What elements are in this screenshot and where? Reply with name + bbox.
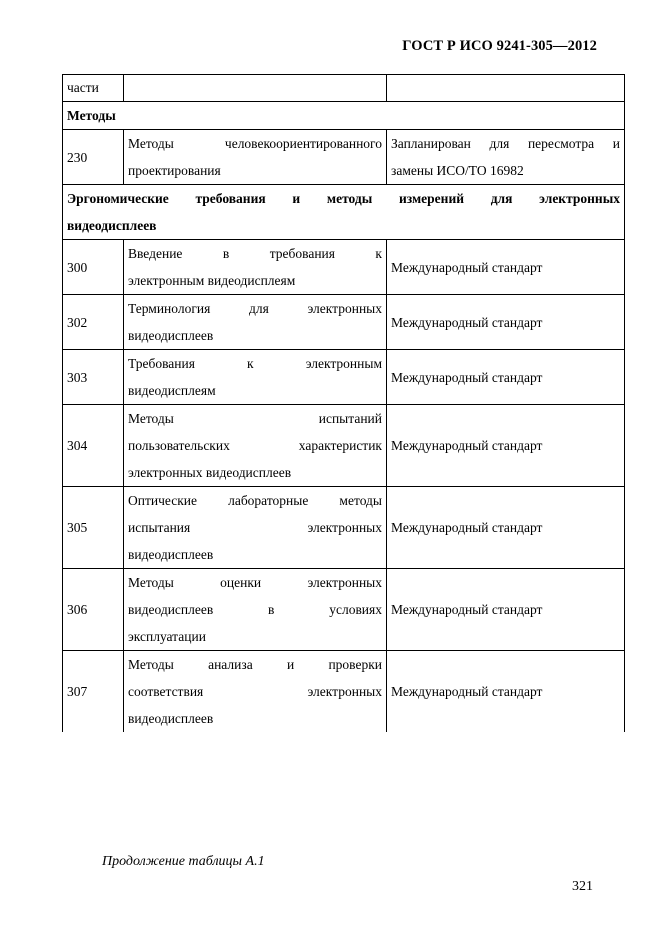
description-line: Введение в требования к (128, 246, 382, 261)
description-line: испытания электронных (128, 520, 382, 535)
table-row (63, 651, 625, 733)
description-line: электронным видеодисплеям (128, 273, 296, 288)
status-cell: Международный стандарт (387, 569, 625, 651)
status-cell: Международный стандарт (387, 487, 625, 569)
description-line: проектирования (128, 163, 221, 178)
description-line: Оптические лабораторные методы (128, 493, 382, 508)
description-line: эксплуатации (128, 629, 206, 644)
description-cell (124, 240, 387, 295)
part-number-cell: 305 (63, 487, 124, 569)
status-cell (387, 130, 625, 185)
description-line: Требования к электронным (128, 356, 382, 371)
description-line: Методы человекоориентированного (128, 136, 382, 151)
part-number-cell: 306 (63, 569, 124, 651)
description-line: Терминология для электронных (128, 301, 382, 316)
table-row (63, 405, 625, 487)
description-cell (124, 350, 387, 405)
part-number-cell: части (63, 75, 124, 102)
description-cell (124, 295, 387, 350)
section-row-ergonomic (63, 185, 625, 240)
description-cell (124, 405, 387, 487)
table-row (63, 487, 625, 569)
description-cell (124, 487, 387, 569)
status-cell: Международный стандарт (387, 405, 625, 487)
table-row (63, 75, 625, 102)
status-line: Запланирован для пересмотра и (391, 136, 620, 151)
section-row-methods (63, 102, 625, 130)
section-title-line: видеодисплеев (67, 218, 157, 233)
part-number-cell: 304 (63, 405, 124, 487)
description-line: Методы испытаний (128, 411, 382, 426)
description-line: пользовательских характеристик (128, 438, 382, 453)
description-line: Методы анализа и проверки (128, 657, 382, 672)
document-header: ГОСТ Р ИСО 9241-305—2012 (402, 38, 597, 54)
description-line: электронных видеодисплеев (128, 465, 292, 480)
part-number-cell: 303 (63, 350, 124, 405)
table-row (63, 350, 625, 405)
status-cell: Международный стандарт (387, 295, 625, 350)
description-line: Методы оценки электронных (128, 575, 382, 590)
part-number-cell: 307 (63, 651, 124, 733)
status-cell (387, 75, 625, 102)
part-number-cell: 230 (63, 130, 124, 185)
section-title (63, 185, 625, 240)
table-row (63, 569, 625, 651)
section-title: Методы (63, 102, 625, 130)
description-cell (124, 569, 387, 651)
description-cell (124, 130, 387, 185)
description-cell (124, 75, 387, 102)
table-row (63, 295, 625, 350)
section-title-line: Эргономические требования и методы измерений для электронных (67, 191, 620, 206)
description-cell (124, 651, 387, 733)
status-cell: Международный стандарт (387, 651, 625, 733)
description-line: видеодисплеев (128, 547, 214, 562)
description-line: видеодисплеев в условиях (128, 602, 382, 617)
table-row (63, 130, 625, 185)
description-line: видеодисплеев (128, 711, 214, 726)
standards-table (62, 74, 625, 732)
status-cell: Международный стандарт (387, 350, 625, 405)
page-number: 321 (572, 879, 593, 894)
table-row (63, 240, 625, 295)
part-number-cell: 300 (63, 240, 124, 295)
description-line: видеодисплеев (128, 328, 214, 343)
description-line: соответствия электронных (128, 684, 382, 699)
status-cell: Международный стандарт (387, 240, 625, 295)
table-continuation-caption: Продолжение таблицы А.1 (102, 854, 265, 869)
part-number-cell: 302 (63, 295, 124, 350)
description-line: видеодисплеям (128, 383, 216, 398)
status-line: замены ИСО/ТО 16982 (391, 163, 524, 178)
